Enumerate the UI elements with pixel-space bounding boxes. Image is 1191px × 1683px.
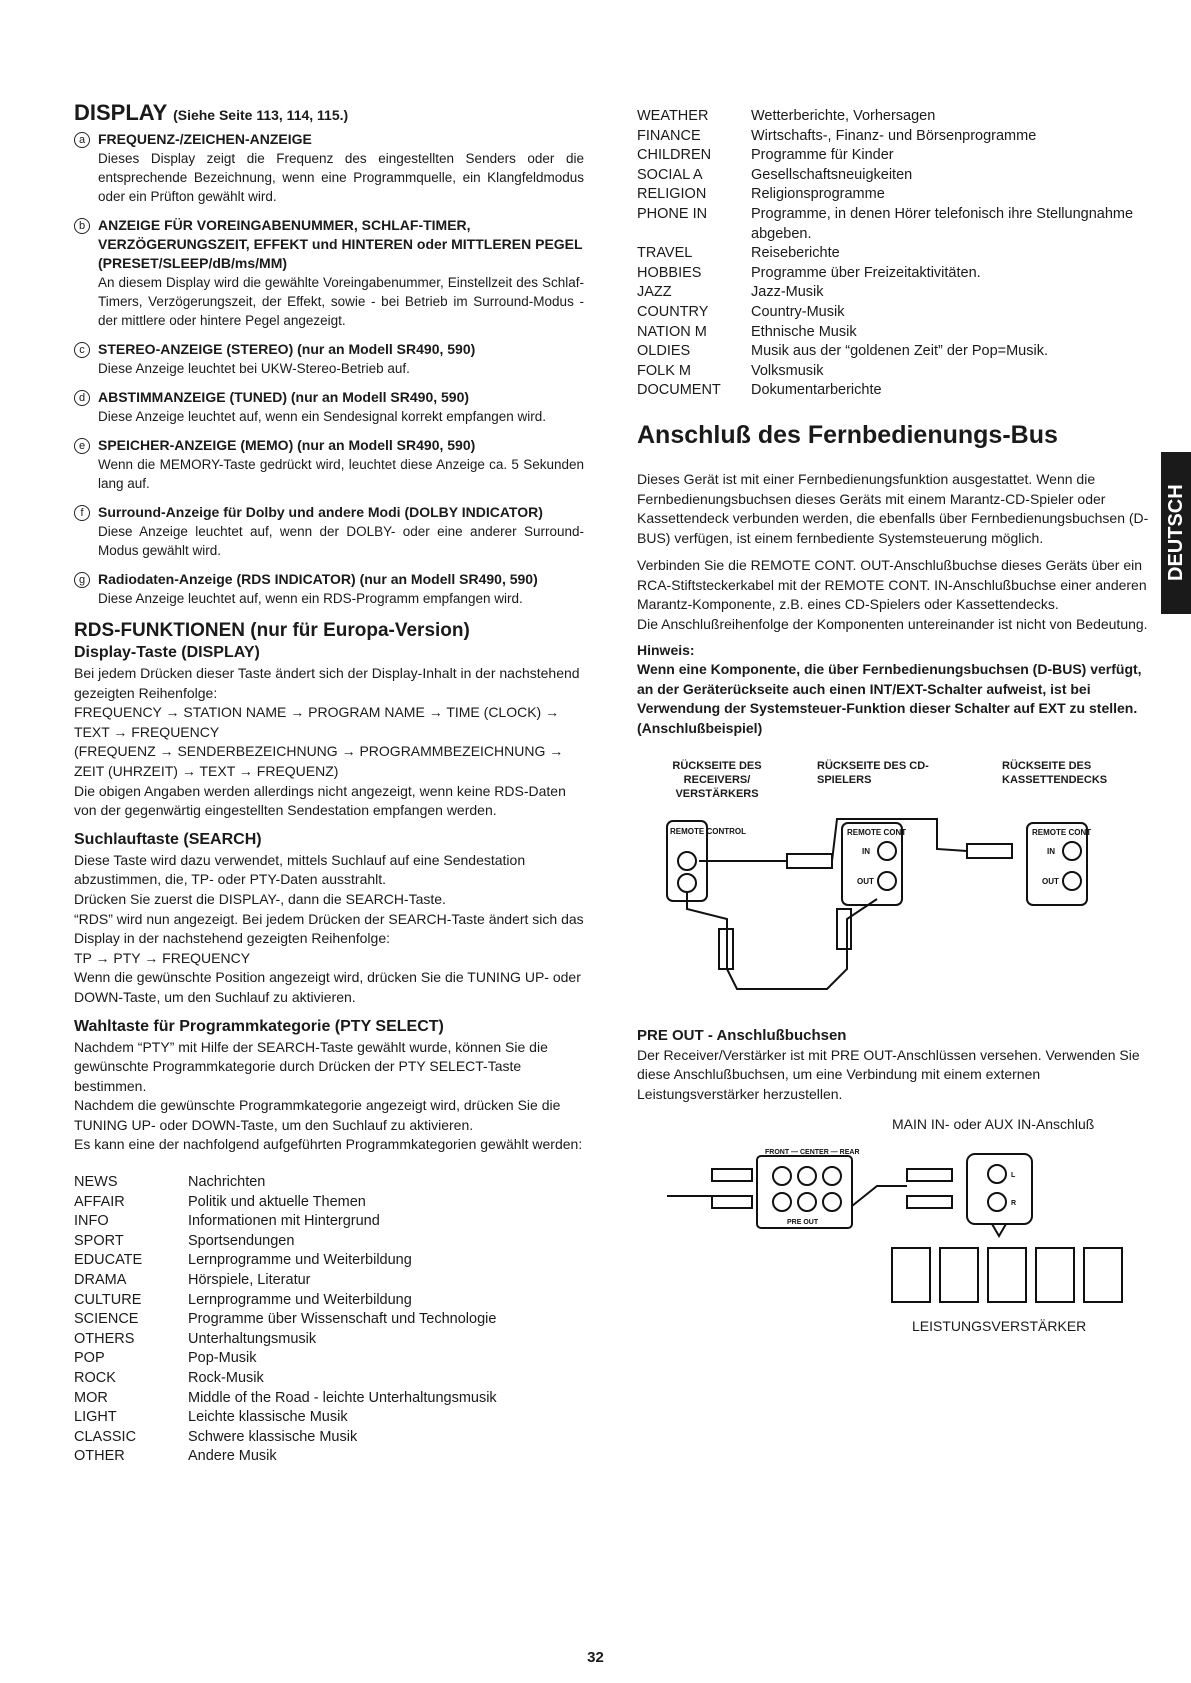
remote-control-label: REMOTE CONTROL — [670, 826, 746, 836]
r-label: R — [1011, 1200, 1017, 1208]
category-code: OLDIES — [637, 343, 691, 360]
left-column — [74, 100, 584, 1467]
category-description: Reiseberichte — [751, 245, 840, 262]
category-code: FOLK M — [637, 362, 691, 379]
category-description: Andere Musik — [188, 1448, 277, 1465]
display-item — [74, 216, 584, 330]
hint-text: Wenn eine Komponente, die über Fernbedienungsbuchsen (D-BUS) verfügt, an der Geräterückseite auch einen INT/EXT-Schalter aufweist, ist bei Verwendung der Systemsteuer-Funktion dieser Schalter auf EXT zu stellen. — [637, 661, 1142, 717]
search-title: Suchlauftaste (SEARCH) — [74, 830, 262, 848]
item-heading: FREQUENZ-/ZEICHEN-ANZEIGE — [98, 131, 312, 147]
receiver-remote-jack-2 — [678, 874, 696, 892]
category-row — [637, 166, 1149, 186]
category-row — [637, 362, 1149, 382]
display-heading — [74, 100, 584, 126]
amp-unit — [940, 1248, 978, 1302]
category-description: Wirtschafts-, Finanz- und Börsenprogramme — [751, 127, 1037, 144]
category-code: EDUCATE — [74, 1252, 143, 1269]
paragraph: Drücken Sie zuerst die DISPLAY-, dann die SEARCH-Taste. — [74, 890, 446, 907]
category-row — [74, 1310, 497, 1330]
category-description: Informationen mit Hintergrund — [188, 1213, 380, 1230]
remote-bus-diagram — [637, 759, 1137, 1009]
right-column — [637, 100, 1149, 1366]
category-code: INFO — [74, 1213, 109, 1230]
category-description: Wetterberichte, Vorhersagen — [751, 108, 936, 124]
category-code: NATION M — [637, 323, 707, 340]
remote-cont-label-deck: REMOTE CONT — [1032, 827, 1092, 837]
category-row — [637, 127, 1149, 147]
category-code: AFFAIR — [74, 1193, 125, 1210]
amp-unit — [1036, 1248, 1074, 1302]
amp-unit — [1084, 1248, 1122, 1302]
category-code: ROCK — [74, 1370, 116, 1386]
page-number: 32 — [587, 1649, 604, 1666]
category-code: RELIGION — [637, 186, 707, 203]
category-description: Rock-Musik — [188, 1370, 264, 1386]
in-label-cd: IN — [862, 846, 870, 856]
category-description: Leichte klassische Musik — [188, 1409, 348, 1426]
item-body: Wenn die MEMORY-Taste gedrückt wird, leuchtet diese Anzeige ca. 5 Sekunden lang auf. — [98, 457, 584, 491]
plug-left-bottom — [712, 1196, 752, 1208]
category-description: Volksmusik — [751, 362, 824, 379]
display-title: DISPLAY — [74, 100, 167, 125]
main-in-jack-r — [988, 1193, 1006, 1211]
category-row — [637, 381, 1149, 401]
category-row — [637, 185, 1149, 205]
item-marker: d — [74, 390, 90, 406]
paragraph: Bei jedem Drücken dieser Taste ändert sich der Display-Inhalt in der nachstehend gezeigten Reihenfolge: — [74, 665, 580, 701]
category-code: SPORT — [74, 1232, 124, 1249]
display-item — [74, 388, 584, 426]
plug-4 — [837, 909, 851, 949]
category-row — [74, 1291, 497, 1311]
pre-out-jack — [823, 1167, 841, 1185]
plug-1 — [787, 854, 832, 868]
category-code: TRAVEL — [637, 245, 693, 262]
category-description: Pop-Musik — [188, 1350, 257, 1367]
paragraph: (FREQUENZ → SENDERBEZEICHNUNG → PROGRAMMBEZEICHNUNG → ZEIT (UHRZEIT) → TEXT → FREQUENZ) — [74, 743, 564, 779]
out-label-deck: OUT — [1042, 876, 1059, 886]
category-row — [74, 1271, 497, 1291]
plug-left-top — [712, 1169, 752, 1181]
search-text — [74, 851, 584, 1008]
category-description: Musik aus der “goldenen Zeit” der Pop=Musik. — [751, 343, 1048, 360]
category-row — [74, 1349, 497, 1369]
category-row — [637, 146, 1149, 166]
item-heading: ANZEIGE FÜR VOREINGABENUMMER, SCHLAF-TIMER, VERZÖGERUNGSZEIT, EFFEKT und HINTEREN oder MITTLEREN PEGEL (PRESET/SLEEP/dB/ms/MM) — [98, 217, 583, 271]
category-description: Hörspiele, Literatur — [188, 1272, 311, 1289]
display-page-ref: (Siehe Seite 113, 114, 115.) — [173, 107, 349, 123]
item-marker: c — [74, 342, 90, 358]
example-label: (Anschlußbeispiel) — [637, 720, 763, 737]
category-row — [637, 107, 1149, 127]
category-code: OTHERS — [74, 1330, 135, 1347]
category-code: LIGHT — [74, 1409, 117, 1426]
category-row — [74, 1173, 497, 1193]
bus-paragraph-2: Verbinden Sie die REMOTE CONT. OUT-Anschlußbuchse dieses Geräts über ein RCA-Stiftsteckerkabel mit der REMOTE CONT. IN-Anschlußbuchse einer anderen Marantz-Komponente, z.B. eines CD-Spielers oder Kassettendecks. — [637, 557, 1147, 613]
cable-bottom-loop — [687, 892, 877, 989]
category-description: Lernprogramme und Weiterbildung — [188, 1252, 412, 1269]
category-row — [637, 342, 1149, 362]
category-code: WEATHER — [637, 108, 709, 124]
category-row — [637, 303, 1149, 323]
category-row — [74, 1330, 497, 1350]
preout-text: Der Receiver/Verstärker ist mit PRE OUT-Anschlüssen versehen. Verwenden Sie diese Anschlußbuchsen, um eine Verbindung mit einem externen Leistungsverstärker herzustellen. — [637, 1046, 1140, 1102]
remote-cont-label-cd: REMOTE CONT — [847, 827, 907, 837]
paragraph: “RDS” wird nun angezeigt. Bei jedem Drücken der SEARCH-Taste ändert sich das Display in der nachstehend gezeigten Reihenfolge: — [74, 910, 584, 947]
category-row — [74, 1389, 497, 1409]
bus-paragraph-1: Dieses Gerät ist mit einer Fernbedienungsfunktion ausgestattet. Wenn die Fernbedienungsbuchsen dieses Geräts mit einem Marantz-CD-Spieler oder Kassettendeck verbunden werden, die ebenfalls über Fernbedienungsbuchsen (D-BUS) verfügen, ist einem fernbediente Systemsteuerung möglich. — [637, 470, 1149, 546]
amp-unit — [988, 1248, 1026, 1302]
display-item — [74, 130, 584, 206]
category-code: PHONE IN — [637, 205, 708, 222]
paragraph: Wenn die gewünschte Position angezeigt wird, drücken Sie die TUNING UP- oder DOWN-Taste, um den Suchlauf zu aktivieren. — [74, 969, 581, 1005]
category-description: Middle of the Road - leichte Unterhaltungsmusik — [188, 1389, 497, 1406]
display-item — [74, 436, 584, 493]
category-row — [74, 1447, 497, 1467]
paragraph: Diese Taste wird dazu verwendet, mittels Suchlauf auf eine Sendestation abzustimmen, die, TP- oder PTY-Daten ausstrahlt. — [74, 851, 526, 888]
category-row — [74, 1251, 497, 1271]
category-description: Country-Musik — [751, 303, 845, 320]
out-label-cd: OUT — [857, 876, 874, 886]
amp-unit — [892, 1248, 930, 1302]
item-body: Diese Anzeige leuchtet auf, wenn der DOLBY- oder eine anderer Surround-Modus gewählt wird. — [98, 524, 584, 558]
paragraph: TP → PTY → FREQUENCY — [74, 949, 251, 966]
deck-out-jack — [1063, 872, 1081, 890]
in-label-deck: IN — [1047, 846, 1055, 856]
item-marker: f — [74, 505, 90, 521]
category-description: Programme für Kinder — [751, 147, 894, 164]
cd-in-jack — [878, 842, 896, 860]
bus-title: Anschluß des Fernbedienungs-Bus — [637, 420, 1058, 449]
category-description: Nachrichten — [188, 1174, 266, 1191]
item-heading: ABSTIMMANZEIGE (TUNED) (nur an Modell SR490, 590) — [98, 389, 470, 405]
item-marker: e — [74, 438, 90, 454]
bus-paragraph-3: Die Anschlußreihenfolge der Komponenten untereinander ist nicht von Bedeutung. — [637, 616, 1148, 633]
category-code: SCIENCE — [74, 1311, 139, 1328]
category-row — [74, 1232, 497, 1252]
category-code: HOBBIES — [637, 264, 702, 281]
category-row — [74, 1193, 497, 1213]
pty-title: Wahltaste für Programmkategorie (PTY SELECT) — [74, 1017, 444, 1035]
category-code: CHILDREN — [637, 147, 712, 164]
category-code: DRAMA — [74, 1272, 127, 1289]
category-code: DOCUMENT — [637, 382, 721, 399]
category-code: FINANCE — [637, 127, 701, 144]
right-cable — [852, 1186, 907, 1206]
paragraph: Nachdem die gewünschte Programmkategorie angezeigt wird, drücken Sie die TUNING UP- oder DOWN-Taste, um den Suchlauf zu aktivieren. — [74, 1097, 561, 1133]
item-heading: Radiodaten-Anzeige (RDS INDICATOR) (nur an Modell SR490, 590) — [98, 571, 538, 587]
pre-out-jack — [773, 1167, 791, 1185]
front-center-rear-label: FRONT — CENTER — REAR — [765, 1149, 860, 1157]
main-in-label: MAIN IN- oder AUX IN-Anschluß — [892, 1116, 1095, 1133]
item-body: Diese Anzeige leuchtet bei UKW-Stereo-Betrieb auf. — [98, 361, 410, 376]
category-code: CLASSIC — [74, 1428, 137, 1445]
category-row — [637, 323, 1149, 343]
category-code: CULTURE — [74, 1291, 142, 1308]
pty-text — [74, 1038, 584, 1156]
main-in-jack-l — [988, 1165, 1006, 1183]
l-label: L — [1011, 1172, 1016, 1180]
plug-right-bottom — [907, 1196, 952, 1208]
category-code: POP — [74, 1350, 105, 1367]
category-row — [74, 1212, 497, 1232]
category-description: Politik und aktuelle Themen — [188, 1193, 366, 1210]
item-body: Diese Anzeige leuchtet auf, wenn ein RDS-Programm empfangen wird. — [98, 591, 523, 606]
category-table-right — [637, 107, 1149, 401]
cd-out-jack — [878, 872, 896, 890]
item-heading: SPEICHER-ANZEIGE (MEMO) (nur an Modell SR490, 590) — [98, 437, 476, 453]
display-item — [74, 570, 584, 608]
remote-bus-drawing — [637, 759, 1137, 1009]
category-description: Religionsprogramme — [751, 186, 885, 203]
item-marker: b — [74, 218, 90, 234]
label-rear-deck: RÜCKSEITE DES KASSETTENDECKS — [1002, 759, 1108, 786]
category-row — [637, 283, 1149, 303]
category-code: SOCIAL A — [637, 166, 703, 183]
paragraph: Nachdem “PTY” mit Hilfe der SEARCH-Taste gewählt wurde, können Sie die gewünschte Programmkategorie durch Drücken der PTY SELECT-Taste bestimmen. — [74, 1038, 548, 1094]
item-heading: STEREO-ANZEIGE (STEREO) (nur an Modell SR490, 590) — [98, 341, 476, 357]
category-description: Unterhaltungsmusik — [188, 1330, 317, 1347]
label-rear-receiver: RÜCKSEITE DES RECEIVERS/ VERSTÄRKERS — [672, 759, 762, 800]
category-row — [637, 244, 1149, 264]
rds-title: RDS-FUNKTIONEN (nur für Europa-Version) — [74, 620, 470, 641]
category-row — [74, 1408, 497, 1428]
category-description: Programme über Freizeitaktivitäten. — [751, 264, 981, 281]
category-description: Ethnische Musik — [751, 323, 857, 340]
category-description: Gesellschaftsneuigkeiten — [751, 166, 913, 183]
category-description: Dokumentarberichte — [751, 382, 882, 399]
callout-pointer — [992, 1224, 1006, 1236]
paragraph: FREQUENCY → STATION NAME → PROGRAM NAME → TIME (CLOCK) → TEXT → FREQUENCY — [74, 704, 560, 740]
display-taste-text — [74, 664, 584, 821]
pre-out-jack — [798, 1193, 816, 1211]
item-body: Diese Anzeige leuchtet auf, wenn ein Sendesignal korrekt empfangen wird. — [98, 409, 547, 424]
category-table-left — [74, 1173, 497, 1467]
plug-right-top — [907, 1169, 952, 1181]
item-marker: g — [74, 572, 90, 588]
pre-out-jack — [823, 1193, 841, 1211]
category-row — [74, 1369, 497, 1389]
category-description: Programme, in denen Hörer telefonisch ihre Stellungnahme abgeben. — [751, 205, 1134, 242]
amp-label: LEISTUNGSVERSTÄRKER — [912, 1318, 1087, 1335]
category-row — [74, 1428, 497, 1448]
display-items — [74, 130, 584, 608]
category-code: OTHER — [74, 1448, 125, 1465]
category-code: MOR — [74, 1389, 108, 1406]
category-description: Schwere klassische Musik — [188, 1428, 358, 1445]
category-description: Sportsendungen — [188, 1232, 295, 1249]
category-code: NEWS — [74, 1174, 118, 1191]
pre-out-jack — [773, 1193, 791, 1211]
category-row — [637, 205, 1149, 244]
item-body: An diesem Display wird die gewählte Voreingabenummer, Einstellzeit des Schlaf-Timers, Verzögerungszeit, der Effekt, sowie - bei Betrieb im Surround-Modus - der mittlere oder hintere Pegel angezeigt. — [98, 275, 584, 328]
category-code: JAZZ — [637, 284, 672, 301]
category-code: COUNTRY — [637, 303, 709, 320]
preout-diagram — [637, 1116, 1137, 1366]
item-body: Dieses Display zeigt die Frequenz des eingestellten Senders oder die entsprechende Bezeichnung, wenn eine Programmquelle, ein Klangfeldmodus oder ein Prüfton gewählt wird. — [98, 151, 584, 204]
category-description: Lernprogramme und Weiterbildung — [188, 1291, 412, 1308]
language-tab: DEUTSCH — [1161, 452, 1191, 614]
plug-2 — [967, 844, 1012, 858]
pre-out-jack — [798, 1167, 816, 1185]
deck-in-jack — [1063, 842, 1081, 860]
display-item — [74, 340, 584, 378]
display-taste-title: Display-Taste (DISPLAY) — [74, 644, 260, 661]
display-item — [74, 503, 584, 560]
hint-label: Hinweis: — [637, 641, 695, 658]
item-heading: Surround-Anzeige für Dolby und andere Modi (DOLBY INDICATOR) — [98, 504, 543, 520]
label-rear-cd: RÜCKSEITE DES CD-SPIELERS — [817, 759, 929, 786]
category-description: Jazz-Musik — [751, 284, 824, 301]
item-marker: a — [74, 132, 90, 148]
pre-out-label: PRE OUT — [787, 1219, 819, 1227]
paragraph: Es kann eine der nachfolgend aufgeführten Programmkategorien gewählt werden: — [74, 1136, 583, 1153]
category-description: Programme über Wissenschaft und Technologie — [188, 1311, 497, 1328]
paragraph: Die obigen Angaben werden allerdings nicht angezeigt, wenn keine RDS-Daten von der gegenwärtig eingestellten Sendestation empfangen werden. — [74, 782, 566, 819]
receiver-remote-jack-1 — [678, 852, 696, 870]
preout-title: PRE OUT - Anschlußbuchsen — [637, 1026, 847, 1044]
category-row — [637, 264, 1149, 284]
